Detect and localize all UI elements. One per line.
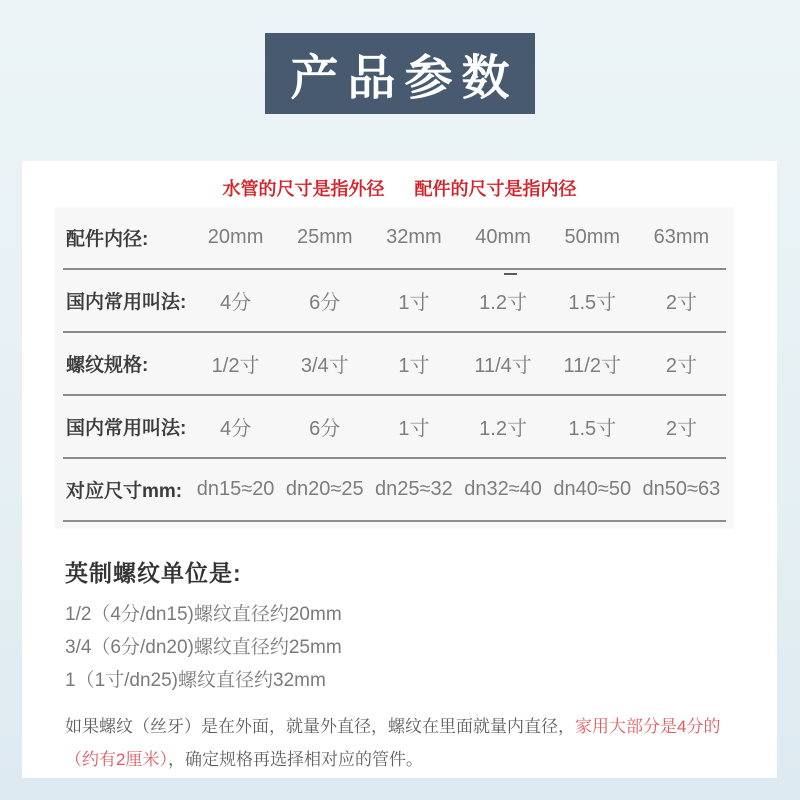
spec-table xyxy=(55,207,734,529)
spec-value: 32mm xyxy=(386,226,442,248)
product-card xyxy=(22,161,777,778)
spec-value: 1.5寸 xyxy=(568,292,617,314)
table-row-dn-size xyxy=(63,459,726,522)
note-highlight-1: 家用大部分是4分的 xyxy=(575,717,721,736)
row-label: 国内常用叫法: xyxy=(66,418,187,439)
row-label: 对应尺寸mm: xyxy=(66,481,183,502)
spec-value: 1寸 xyxy=(398,418,430,440)
spec-value: dn40≈50 xyxy=(553,478,632,500)
row-label: 螺纹规格: xyxy=(66,355,149,376)
imperial-line: 1（1寸/dn25)螺纹直径约32mm xyxy=(65,670,326,691)
table-row-common-name-2 xyxy=(63,396,726,459)
row-label: 配件内径: xyxy=(66,229,149,250)
spec-value: 4分 xyxy=(220,418,252,440)
imperial-line: 1/2（4分/dn15)螺纹直径约20mm xyxy=(65,604,342,625)
page-title: 产品参数 xyxy=(290,52,519,105)
row-label: 国内常用叫法: xyxy=(66,292,187,313)
spec-value: 6分 xyxy=(309,418,341,440)
note-highlight-2: （约有2厘米） xyxy=(65,750,168,769)
spec-value: 63mm xyxy=(653,226,710,248)
spec-value: 3/4寸 xyxy=(300,355,349,377)
note-text-2: ，确定规格再选择相对应的管件。 xyxy=(167,750,423,769)
spec-value: 1寸 xyxy=(398,292,430,314)
spec-value: 2寸 xyxy=(665,418,697,440)
table-row-thread-spec xyxy=(63,333,726,396)
spec-value: 11/4寸 xyxy=(474,355,532,377)
spec-value: 6分 xyxy=(309,292,341,314)
spec-value: 1/2寸 xyxy=(211,355,260,377)
spec-value: dn20≈25 xyxy=(285,478,364,500)
spec-value: 4分 xyxy=(220,292,252,314)
imperial-line: 3/4（6分/dn20)螺纹直径约25mm xyxy=(65,637,342,658)
spec-value: 1寸 xyxy=(398,355,430,377)
spec-value: dn32≈40 xyxy=(464,478,542,500)
diameter-notice-pipe: 水管的尺寸是指外径 xyxy=(222,179,385,199)
product-params-banner xyxy=(265,33,535,114)
spec-value: 2寸 xyxy=(665,292,697,314)
spec-value: 1.2寸 xyxy=(458,286,547,315)
spec-value: 25mm xyxy=(296,226,353,248)
spec-value: 20mm xyxy=(207,226,264,248)
spec-value: dn15≈20 xyxy=(196,478,275,500)
imperial-thread-heading: 英制螺纹单位是: xyxy=(65,560,242,586)
spec-value: 50mm xyxy=(564,226,621,248)
spec-value: 2寸 xyxy=(665,355,697,377)
spec-value: 40mm xyxy=(475,226,531,248)
spec-value: dn50≈63 xyxy=(642,478,721,500)
measurement-note xyxy=(65,710,749,776)
note-text-1: 如果螺纹（丝牙）是在外面，就量外直径，螺纹在里面就量内直径， xyxy=(65,717,575,736)
spec-value: 1.2寸 xyxy=(479,418,527,440)
spec-value: 1.5寸 xyxy=(568,418,617,440)
diameter-notice-fitting: 配件的尺寸是指内径 xyxy=(414,179,577,199)
diameter-notice xyxy=(22,175,777,201)
spec-value: 11/2寸 xyxy=(563,355,621,377)
table-row-common-name-1 xyxy=(63,270,726,333)
table-row-inner-diameter xyxy=(63,207,726,270)
imperial-thread-lines xyxy=(65,598,342,697)
spec-value: dn25≈32 xyxy=(375,478,453,500)
